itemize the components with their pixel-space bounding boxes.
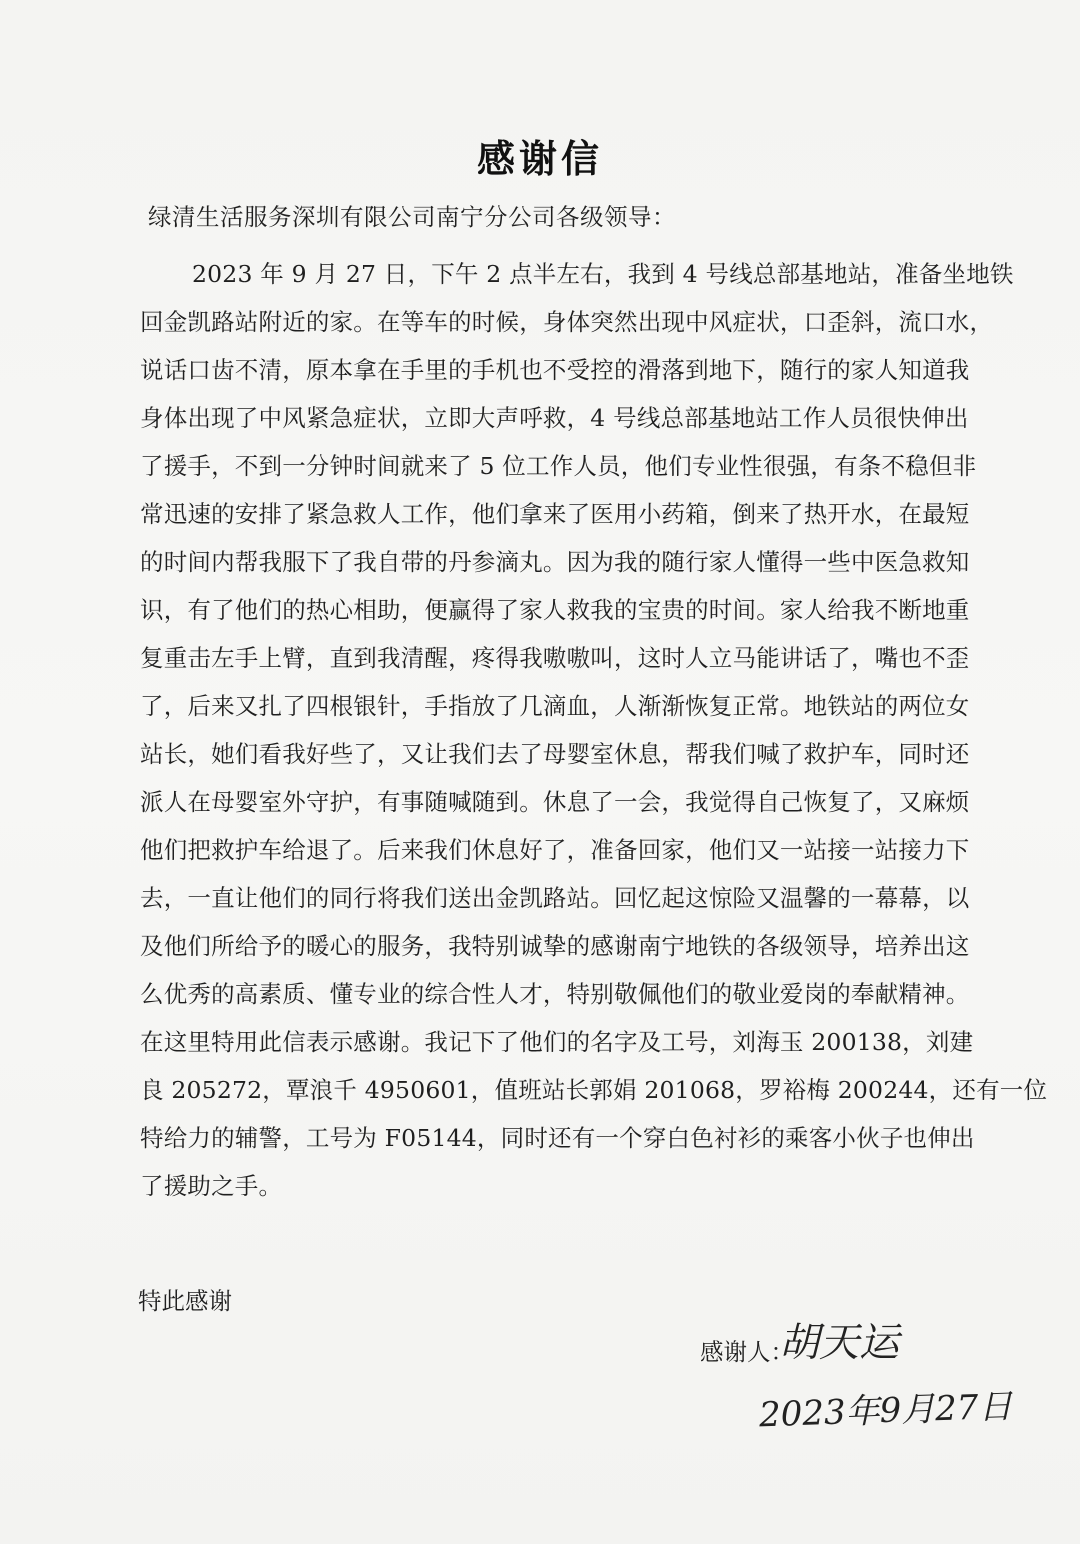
body-line: 了援助之手。 bbox=[140, 1172, 283, 1200]
body-line: 回金凯路站附近的家。在等车的时候，身体突然出现中风症状，口歪斜，流口水， bbox=[140, 308, 994, 336]
body-line: 么优秀的高素质、懂专业的综合性人才，特别敬佩他们的敬业爱岗的奉献精神。 bbox=[140, 980, 970, 1008]
body-line: 在这里特用此信表示感谢。我记下了他们的名字及工号，刘海玉 200138，刘建 bbox=[140, 1028, 974, 1056]
body-line: 的时间内帮我服下了我自带的丹参滴丸。因为我的随行家人懂得一些中医急救知 bbox=[140, 548, 970, 576]
body-line: 识，有了他们的热心相助，便赢得了家人救我的宝贵的时间。家人给我不断地重 bbox=[140, 596, 970, 624]
signer-label: 感谢人： bbox=[700, 1338, 794, 1366]
body-line: 复重击左手上臂，直到我清醒，疼得我嗷嗷叫，这时人立马能讲话了，嘴也不歪 bbox=[140, 644, 970, 672]
signed-date-text: 2023年9月27日 bbox=[758, 1386, 1014, 1436]
body-line: 及他们所给予的暖心的服务，我特别诚挚的感谢南宁地铁的各级领导，培养出这 bbox=[140, 932, 970, 960]
body-line: 身体出现了中风紧急症状，立即大声呼救，4 号线总部基地站工作人员很快伸出 bbox=[140, 404, 969, 432]
body-line: 2023 年 9 月 27 日，下午 2 点半左右，我到 4 号线总部基地站，准备坐地铁 bbox=[192, 260, 1014, 288]
body-line: 站长，她们看我好些了，又让我们去了母婴室休息，帮我们喊了救护车，同时还 bbox=[140, 740, 970, 768]
signature-text: 胡天运 bbox=[779, 1320, 899, 1366]
body-line: 了，后来又扎了四根银针，手指放了几滴血，人渐渐恢复正常。地铁站的两位女 bbox=[140, 692, 970, 720]
body-line: 去，一直让他们的同行将我们送出金凯路站。回忆起这惊险又温馨的一幕幕，以 bbox=[140, 884, 970, 912]
body-line: 派人在母婴室外守护，有事随喊随到。休息了一会，我觉得自己恢复了，又麻烦 bbox=[140, 788, 970, 816]
body-line: 特给力的辅警，工号为 F05144，同时还有一个穿白色衬衫的乘客小伙子也伸出 bbox=[140, 1124, 975, 1152]
body-line: 他们把救护车给退了。后来我们休息好了，准备回家，他们又一站接一站接力下 bbox=[140, 836, 970, 864]
body-line: 了援手，不到一分钟时间就来了 5 位工作人员，他们专业性很强，有条不稳但非 bbox=[140, 452, 977, 480]
body-line: 说话口齿不清，原本拿在手里的手机也不受控的滑落到地下，随行的家人知道我 bbox=[140, 356, 970, 384]
body-line: 良 205272，覃浪千 4950601，值班站长郭娟 201068，罗裕梅 200244，还有一位 bbox=[140, 1076, 1048, 1104]
body-line: 常迅速的安排了紧急救人工作，他们拿来了医用小药箱，倒来了热开水，在最短 bbox=[140, 500, 970, 528]
handwritten-signature bbox=[775, 1312, 945, 1372]
letter-body bbox=[140, 250, 1048, 1210]
handwritten-date bbox=[755, 1380, 1025, 1440]
letter-title: 感谢信 bbox=[476, 136, 603, 181]
letter-closing: 特此感谢 bbox=[138, 1287, 232, 1315]
letter-salutation: 绿清生活服务深圳有限公司南宁分公司各级领导： bbox=[148, 203, 676, 231]
